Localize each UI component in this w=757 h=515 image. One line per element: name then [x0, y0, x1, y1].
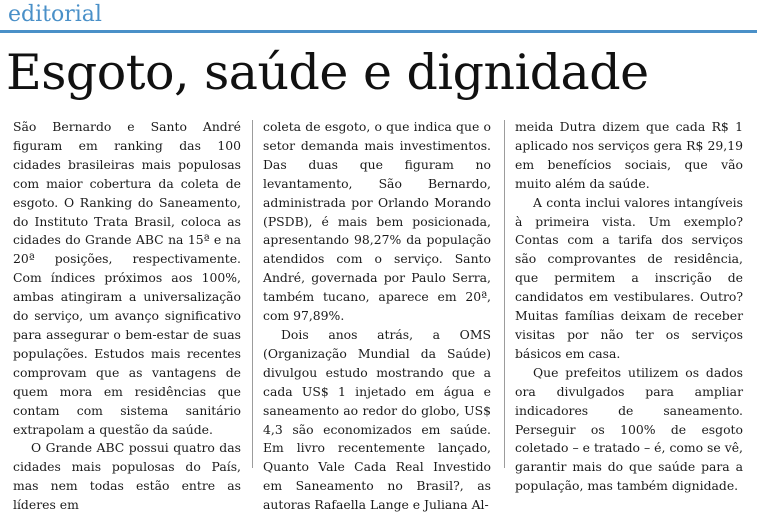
paragraph: meida Dutra dizem que cada R$ 1 aplicado nos serviços gera R$ 29,19 em benefícios sociais, que vão muito além da saúde. — [515, 119, 743, 191]
headline: Esgoto, saúde e dignidade — [6, 44, 649, 101]
column-divider — [252, 120, 253, 468]
article-column-2 — [263, 118, 491, 513]
article-column-1 — [13, 118, 241, 513]
paragraph: Que prefeitos utilizem os dados ora divulgados para ampliar indicadores de saneamento. Perseguir os 100% de esgoto coletado – e tratado – é, como se vê, garantir mais do que saúde para a população, mas também dignidade. — [515, 364, 743, 494]
column-divider — [504, 120, 505, 468]
article-column-3 — [515, 118, 743, 494]
paragraph: O Grande ABC possui quatro das cidades mais populosas do País, mas nem todas estão entre as líderes em — [13, 440, 241, 513]
paragraph: Dois anos atrás, a OMS (Organização Mundial da Saúde) divulgou estudo mostrando que a cada US$ 1 injetado em água e saneamento ao redor do globo, US$ 4,3 são economizados em saúde. Em livro recentemente lançado, Quanto Vale Cada Real Investido em Saneamento no Brasil?, as autoras Rafaella Lange e Juliana Al- — [263, 326, 491, 513]
paragraph: coleta de esgoto, o que indica que o setor demanda mais investimentos. Das duas que figuram no levantamento, São Bernardo, administrada por Orlando Morando (PSDB), é mais bem posicionada, apresentando 98,27% da população atendidos com o serviço. Santo André, governada por Paulo Serra, também tucano, aparece em 20ª, com 97,89%. — [263, 119, 491, 324]
section-rule — [0, 30, 757, 33]
paragraph: A conta inclui valores intangíveis à primeira vista. Um exemplo? Contas com a tarifa dos serviços são comprovantes de residência, que permitem a inscrição de candidatos em vestibulares. Outro? Muitas famílias deixam de receber visitas por não ter os serviços básicos em casa. — [515, 194, 743, 361]
section-label: editorial — [8, 2, 102, 27]
paragraph: São Bernardo e Santo André figuram em ranking das 100 cidades brasileiras mais populosas com maior cobertura da coleta de esgoto. O Ranking do Saneamento, do Instituto Trata Brasil, coloca as cidades do Grande ABC na 15ª e na 20ª posições, respectivamente. Com índices próximos aos 100%, ambas atingiram a universalização do serviço, um avanço significativo para assegurar o bem-estar de suas populações. Estudos mais recentes comprovam que as vantagens de quem mora em residências que contam com sistema sanitário extrapolam a questão da saúde. — [13, 119, 241, 437]
